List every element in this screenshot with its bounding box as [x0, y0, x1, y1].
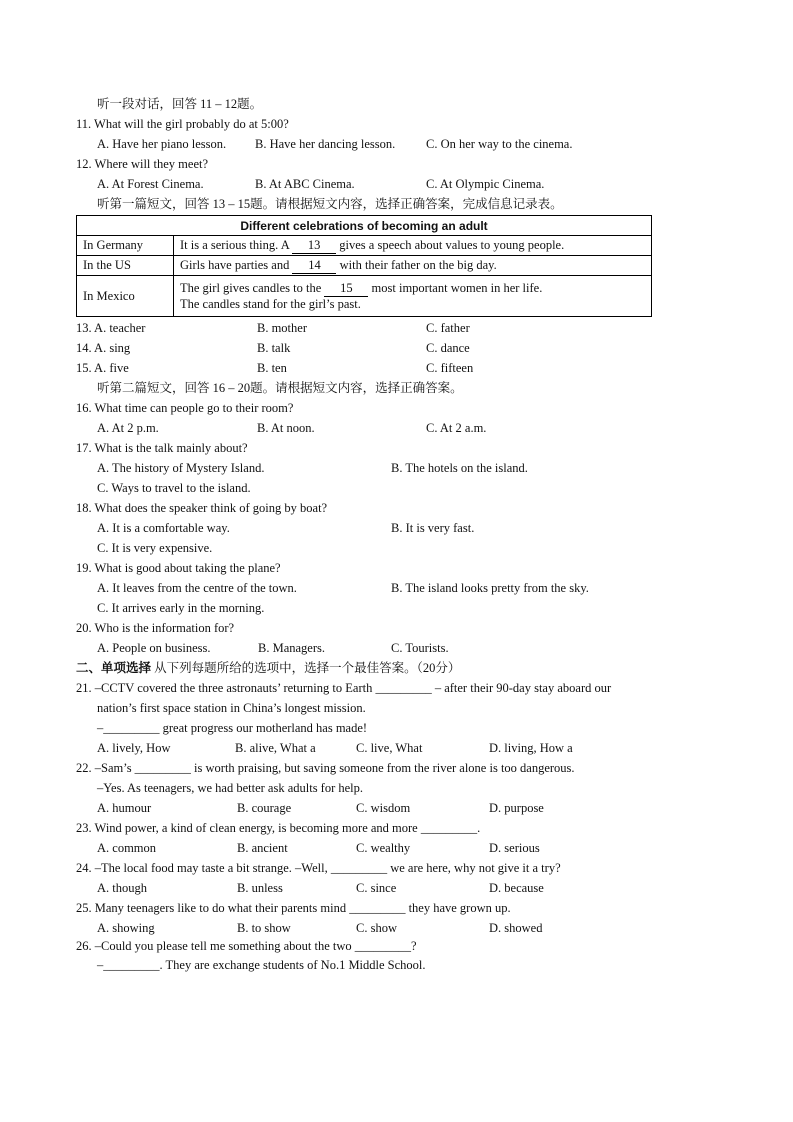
- answer-option[interactable]: B. It is very fast.: [391, 521, 475, 535]
- answer-option[interactable]: A. showing: [97, 921, 155, 935]
- answer-option[interactable]: C. At 2 a.m.: [426, 421, 487, 435]
- answer-option[interactable]: C. fifteen: [426, 361, 474, 375]
- answer-option[interactable]: B. Managers.: [258, 641, 325, 655]
- question-stem: 21. –CCTV covered the three astronauts’ returning to Earth _________ – after their 90-day stay aboard our: [76, 681, 612, 695]
- text-line: –_________. They are exchange students of No.1 Middle School.: [97, 958, 426, 972]
- answer-option[interactable]: B. courage: [237, 801, 292, 815]
- answer-option[interactable]: B. The hotels on the island.: [391, 461, 528, 475]
- question-stem: 12. Where will they meet?: [76, 157, 209, 171]
- table-text: most important women in her life.: [368, 280, 543, 295]
- answer-option[interactable]: C. At Olympic Cinema.: [426, 177, 545, 191]
- answer-blank[interactable]: 14: [292, 258, 336, 274]
- answer-option[interactable]: B. ten: [257, 361, 287, 375]
- answer-option[interactable]: C. Ways to travel to the island.: [97, 481, 251, 495]
- answer-option[interactable]: C. since: [356, 881, 397, 895]
- question-stem: 26. –Could you please tell me something about the two _________?: [76, 939, 417, 953]
- question-stem: 14. A. sing: [76, 341, 131, 355]
- text-line: 听第二篇短文，回答 16 – 20题。请根据短文内容，选择正确答案。: [97, 381, 463, 395]
- question-stem: 17. What is the talk mainly about?: [76, 441, 248, 455]
- table-country: In Mexico: [77, 276, 174, 317]
- answer-option[interactable]: D. living, How a: [489, 741, 573, 755]
- question-stem: 16. What time can people go to their room?: [76, 401, 294, 415]
- answer-option[interactable]: B. alive, What a: [235, 741, 316, 755]
- table-info: [174, 276, 652, 317]
- answer-option[interactable]: A. lively, How: [97, 741, 171, 755]
- table-row: [77, 256, 652, 276]
- answer-option[interactable]: B. Have her dancing lesson.: [255, 137, 396, 151]
- table-row: [77, 276, 652, 317]
- text-line: –Yes. As teenagers, we had better ask adults for help.: [97, 781, 364, 795]
- section-desc: 从下列每题所给的选项中，选择一个最佳答案。（20分）: [151, 661, 461, 675]
- answer-option[interactable]: B. ancient: [237, 841, 288, 855]
- answer-option[interactable]: B. unless: [237, 881, 283, 895]
- section-heading: [76, 660, 460, 676]
- answer-blank[interactable]: 13: [292, 238, 336, 254]
- answer-option[interactable]: C. dance: [426, 341, 470, 355]
- answer-blank[interactable]: 15: [324, 281, 368, 297]
- answer-option[interactable]: A. The history of Mystery Island.: [97, 461, 265, 475]
- answer-option[interactable]: C. It arrives early in the morning.: [97, 601, 265, 615]
- question-stem: 11. What will the girl probably do at 5:00?: [76, 117, 289, 131]
- question-stem: 23. Wind power, a kind of clean energy, is becoming more and more _________.: [76, 821, 481, 835]
- table-country: In the US: [77, 256, 174, 276]
- table-text: The candles stand for the girl’s past.: [180, 296, 361, 311]
- answer-option[interactable]: A. People on business.: [97, 641, 211, 655]
- question-stem: 15. A. five: [76, 361, 129, 375]
- answer-option[interactable]: D. showed: [489, 921, 543, 935]
- question-stem: 24. –The local food may taste a bit strange. –Well, _________ we are here, why not give it a try?: [76, 861, 561, 875]
- question-stem: 20. Who is the information for?: [76, 621, 235, 635]
- table-text: Girls have parties and: [180, 257, 293, 272]
- answer-option[interactable]: B. The island looks pretty from the sky.: [391, 581, 589, 595]
- question-stem: 13. A. teacher: [76, 321, 146, 335]
- table-info: [174, 256, 652, 276]
- text-line: 听第一篇短文，回答 13 – 15题。请根据短文内容，选择正确答案，完成信息记录表。: [97, 197, 563, 211]
- question-stem: 25. Many teenagers like to do what their parents mind _________ they have grown up.: [76, 901, 511, 915]
- answer-option[interactable]: B. talk: [257, 341, 291, 355]
- answer-option[interactable]: B. to show: [237, 921, 291, 935]
- answer-option[interactable]: A. At Forest Cinema.: [97, 177, 204, 191]
- info-record-table: [76, 215, 652, 317]
- answer-option[interactable]: B. At ABC Cinema.: [255, 177, 355, 191]
- answer-option[interactable]: B. mother: [257, 321, 307, 335]
- answer-option[interactable]: A. though: [97, 881, 147, 895]
- answer-option[interactable]: A. humour: [97, 801, 152, 815]
- table-header-row: [77, 216, 652, 236]
- answer-option[interactable]: C. Tourists.: [391, 641, 449, 655]
- table-text: with their father on the big day.: [336, 257, 497, 272]
- table-info: [174, 236, 652, 256]
- answer-option[interactable]: C. father: [426, 321, 470, 335]
- table-title: Different celebrations of becoming an adult: [77, 216, 652, 236]
- question-stem: 22. –Sam’s _________ is worth praising, but saving someone from the river alone is too dangerous.: [76, 761, 575, 775]
- text-line: –_________ great progress our motherland has made!: [97, 721, 368, 735]
- table-country: In Germany: [77, 236, 174, 256]
- text-line: 听一段对话，回答 11 – 12题。: [97, 97, 263, 111]
- table-text: The girl gives candles to the: [180, 280, 325, 295]
- table-row: [77, 236, 652, 256]
- text-line: nation’s first space station in China’s longest mission.: [97, 701, 366, 715]
- answer-option[interactable]: D. serious: [489, 841, 540, 855]
- answer-option[interactable]: A. It is a comfortable way.: [97, 521, 230, 535]
- answer-option[interactable]: C. live, What: [356, 741, 423, 755]
- answer-option[interactable]: B. At noon.: [257, 421, 315, 435]
- table-text: gives a speech about values to young people.: [336, 237, 565, 252]
- answer-option[interactable]: D. because: [489, 881, 544, 895]
- answer-option[interactable]: C. On her way to the cinema.: [426, 137, 573, 151]
- answer-option[interactable]: D. purpose: [489, 801, 544, 815]
- table-text: It is a serious thing. A: [180, 237, 293, 252]
- section-title: 二、单项选择: [76, 661, 152, 675]
- question-stem: 18. What does the speaker think of going by boat?: [76, 501, 328, 515]
- answer-option[interactable]: A. It leaves from the centre of the town.: [97, 581, 297, 595]
- question-stem: 19. What is good about taking the plane?: [76, 561, 281, 575]
- answer-option[interactable]: A. At 2 p.m.: [97, 421, 159, 435]
- answer-option[interactable]: C. wealthy: [356, 841, 411, 855]
- answer-option[interactable]: A. Have her piano lesson.: [97, 137, 227, 151]
- answer-option[interactable]: C. show: [356, 921, 397, 935]
- answer-option[interactable]: C. wisdom: [356, 801, 411, 815]
- answer-option[interactable]: A. common: [97, 841, 157, 855]
- answer-option[interactable]: C. It is very expensive.: [97, 541, 213, 555]
